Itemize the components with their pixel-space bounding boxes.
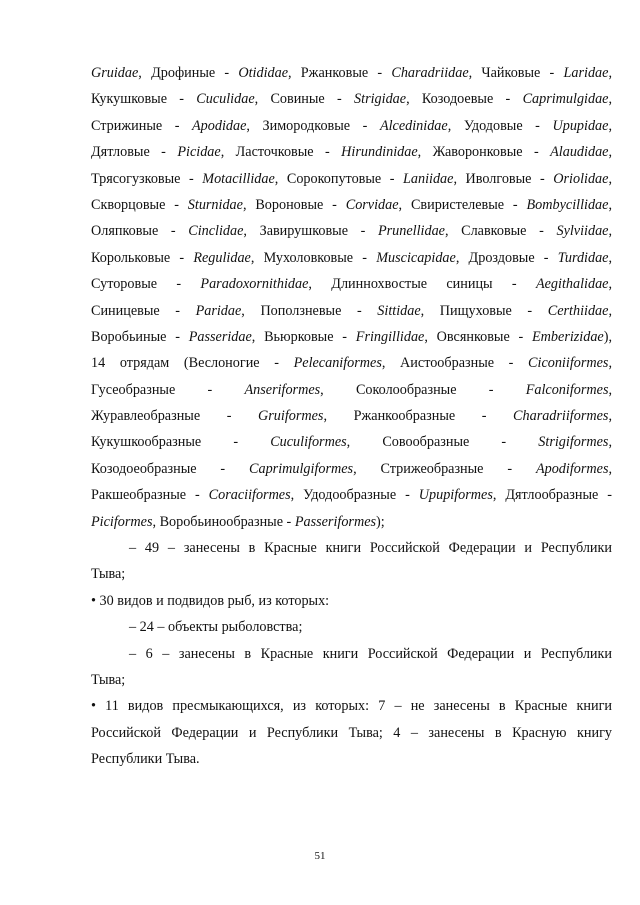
latin-taxon-name: Falconiformes xyxy=(525,381,609,398)
text-line xyxy=(91,298,612,324)
text-segment: , Вороновые - xyxy=(242,196,346,213)
text-segment: – 49 – занесены в Красные книги Российской Федерации и Республики xyxy=(129,540,612,557)
text-segment: Синицевые - xyxy=(91,302,196,319)
text-segment: , Ржанкообразные - xyxy=(323,408,514,425)
latin-taxon-name: Laniidae xyxy=(403,170,454,187)
text-segment: , xyxy=(608,65,612,81)
text-segment: Республики Тыва. xyxy=(91,751,200,768)
text-segment: , Ржанковые - xyxy=(288,65,392,81)
text-segment: , Жаворонковые - xyxy=(417,144,551,161)
text-line xyxy=(91,60,612,86)
text-line xyxy=(91,693,612,719)
text-segment: , Ласточковые - xyxy=(220,144,342,161)
text-line xyxy=(91,614,612,640)
text-line xyxy=(91,377,612,403)
text-line xyxy=(91,86,612,112)
latin-taxon-name: Cinclidae xyxy=(188,223,244,240)
latin-taxon-name: Hirundinidae xyxy=(341,144,418,161)
text-segment: , Совообразные - xyxy=(346,434,539,451)
latin-taxon-name: Aegithalidae xyxy=(535,276,609,293)
latin-taxon-name: Fringillidae xyxy=(355,328,425,345)
latin-taxon-name: Cuculiformes xyxy=(270,434,347,451)
text-segment: Ракшеобразные - xyxy=(91,487,209,504)
text-segment: , xyxy=(608,91,612,108)
text-segment: , Завирушковые - xyxy=(243,223,378,240)
text-segment: , xyxy=(608,302,612,319)
text-line xyxy=(91,561,612,587)
latin-taxon-name: Sylviidae xyxy=(556,223,609,240)
latin-taxon-name: Charadriidae xyxy=(391,65,469,81)
text-segment: , Зимородковые - xyxy=(246,117,380,134)
text-segment: Кукушкообразные - xyxy=(91,434,271,451)
text-segment: , xyxy=(608,196,612,213)
text-line xyxy=(91,720,612,746)
text-line xyxy=(91,271,612,297)
text-line xyxy=(91,429,612,455)
text-line xyxy=(91,535,612,561)
text-segment: Скворцовые - xyxy=(91,196,188,213)
text-line xyxy=(91,588,612,614)
latin-taxon-name: Cuculidae xyxy=(196,91,255,108)
text-segment: Российской Федерации и Республики Тыва; 4 – занесены в Красную книгу xyxy=(91,724,612,741)
text-line xyxy=(91,403,612,429)
text-line xyxy=(91,113,612,139)
text-segment: , Пищуховые - xyxy=(420,302,548,319)
latin-taxon-name: Upupidae xyxy=(552,117,609,134)
text-segment: • 30 видов и подвидов рыб, из которых: xyxy=(91,592,330,609)
text-segment: Трясогузковые - xyxy=(91,170,203,187)
text-segment: , xyxy=(608,276,612,293)
text-line xyxy=(91,218,612,244)
latin-taxon-name: Corvidae xyxy=(345,196,399,213)
text-line xyxy=(91,139,612,165)
text-line xyxy=(91,641,612,667)
latin-taxon-name: Gruiformes xyxy=(258,408,324,425)
text-segment: , xyxy=(608,408,612,425)
text-segment: , Дроздовые - xyxy=(455,249,558,266)
latin-taxon-name: Apodidae xyxy=(192,117,247,134)
text-segment: • 11 видов пресмыкающихся, из которых: 7 – не занесены в Красные книги xyxy=(91,698,612,715)
text-line xyxy=(91,245,612,271)
text-line xyxy=(91,482,612,508)
text-segment: Козодоеобразные - xyxy=(91,460,250,477)
latin-taxon-name: Alaudidae xyxy=(550,144,609,161)
latin-taxon-name: Passeriformes xyxy=(294,513,377,530)
text-segment: , Козодоевые - xyxy=(406,91,523,108)
text-line xyxy=(91,509,612,535)
text-segment: ), xyxy=(603,328,612,345)
text-segment: , Вьюрковые - xyxy=(251,328,356,345)
latin-taxon-name: Passeridae xyxy=(188,328,252,345)
latin-taxon-name: Paridae xyxy=(195,302,242,319)
text-segment: Тыва; xyxy=(91,671,126,688)
latin-taxon-name: Prunellidae xyxy=(377,223,445,240)
latin-taxon-name: Otididae xyxy=(238,65,289,81)
text-line xyxy=(91,192,612,218)
latin-taxon-name: Sturnidae xyxy=(187,196,243,213)
text-segment: , xyxy=(608,117,612,134)
latin-taxon-name: Muscicapidae xyxy=(376,249,456,266)
text-segment: , Дятлообразные - xyxy=(492,487,612,504)
text-segment: Воробьиные - xyxy=(91,328,189,345)
latin-taxon-name: Oriolidae xyxy=(553,170,609,187)
text-segment: – 6 – занесены в Красные книги Российской Федерации и Республики xyxy=(129,645,612,662)
latin-taxon-name: Regulidae xyxy=(193,249,251,266)
text-segment: , Чайковые - xyxy=(468,65,564,81)
text-segment: Оляпковые - xyxy=(91,223,189,240)
latin-taxon-name: Pelecaniformes xyxy=(293,355,382,372)
text-segment: , Мухоловковые - xyxy=(250,249,377,266)
text-segment: , Свиристелевые - xyxy=(398,196,527,213)
latin-taxon-name: Strigidae xyxy=(354,91,407,108)
latin-taxon-name: Piciformes xyxy=(91,513,153,530)
page-number: 51 xyxy=(314,850,326,862)
text-segment: Журавлеобразные - xyxy=(91,408,259,425)
latin-taxon-name: Alcedinidae xyxy=(379,117,448,134)
latin-taxon-name: Upupiformes xyxy=(418,487,493,504)
latin-taxon-name: Laridae xyxy=(563,65,609,81)
latin-taxon-name: Bombycillidae xyxy=(526,196,609,213)
text-segment: , Стрижеобразные - xyxy=(353,460,536,477)
text-segment: , xyxy=(608,170,612,187)
text-segment: , Славковые - xyxy=(444,223,557,240)
text-line xyxy=(91,667,612,693)
latin-taxon-name: Anseriformes xyxy=(244,381,321,398)
text-line xyxy=(91,166,612,192)
text-segment: , Удодовые - xyxy=(447,117,553,134)
latin-taxon-name: Gruidae xyxy=(91,65,139,81)
text-segment: Кукушковые - xyxy=(91,91,197,108)
latin-taxon-name: Picidae xyxy=(177,144,221,161)
text-segment: , xyxy=(608,381,612,398)
text-line xyxy=(91,324,612,350)
text-segment: , xyxy=(608,144,612,161)
text-segment: , Овсянковые - xyxy=(424,328,533,345)
text-segment: , Иволговые - xyxy=(453,170,554,187)
text-segment: , xyxy=(608,434,612,451)
latin-taxon-name: Caprimulgiformes xyxy=(249,460,354,477)
text-segment: , Совиные - xyxy=(254,91,355,108)
text-segment: 14 отрядам (Веслоногие - xyxy=(91,355,294,372)
text-segment: , Поползневые - xyxy=(241,302,378,319)
body-text xyxy=(91,60,612,773)
text-segment: , Соколообразные - xyxy=(320,381,526,398)
latin-taxon-name: Strigiformes xyxy=(538,434,609,451)
text-segment: – 24 – объекты рыболовства; xyxy=(129,619,303,636)
latin-taxon-name: Paradoxornithidae xyxy=(200,276,309,293)
text-segment: Тыва; xyxy=(91,566,126,583)
text-line xyxy=(91,746,612,772)
latin-taxon-name: Coraciiformes xyxy=(208,487,291,504)
text-segment: , Воробьинообразные - xyxy=(152,513,295,530)
text-segment: , Удодообразные - xyxy=(290,487,419,504)
latin-taxon-name: Ciconiiformes xyxy=(528,355,609,372)
text-segment: Гусеобразные - xyxy=(91,381,245,398)
latin-taxon-name: Turdidae xyxy=(557,249,609,266)
text-segment: , xyxy=(608,223,612,240)
text-line xyxy=(91,350,612,376)
text-segment: ); xyxy=(376,513,385,530)
text-segment: , xyxy=(608,355,612,372)
text-segment: , xyxy=(608,460,612,477)
latin-taxon-name: Caprimulgidae xyxy=(522,91,609,108)
text-segment: , Сорокопутовые - xyxy=(274,170,403,187)
text-segment: , Дрофиные - xyxy=(138,65,239,81)
latin-taxon-name: Emberizidae xyxy=(532,328,604,345)
latin-taxon-name: Apodiformes xyxy=(535,460,609,477)
text-segment: , Длиннохвостые синицы - xyxy=(308,276,536,293)
text-segment: Корольковые - xyxy=(91,249,194,266)
latin-taxon-name: Sittidae xyxy=(377,302,421,319)
text-segment: , xyxy=(608,249,612,266)
text-segment: Стрижиные - xyxy=(91,117,193,134)
latin-taxon-name: Motacillidae xyxy=(202,170,275,187)
latin-taxon-name: Certhiidae xyxy=(547,302,609,319)
text-line xyxy=(91,456,612,482)
text-segment: Суторовые - xyxy=(91,276,201,293)
text-segment: , Аистообразные - xyxy=(381,355,529,372)
text-segment: Дятловые - xyxy=(91,144,178,161)
latin-taxon-name: Charadriiformes xyxy=(513,408,609,425)
